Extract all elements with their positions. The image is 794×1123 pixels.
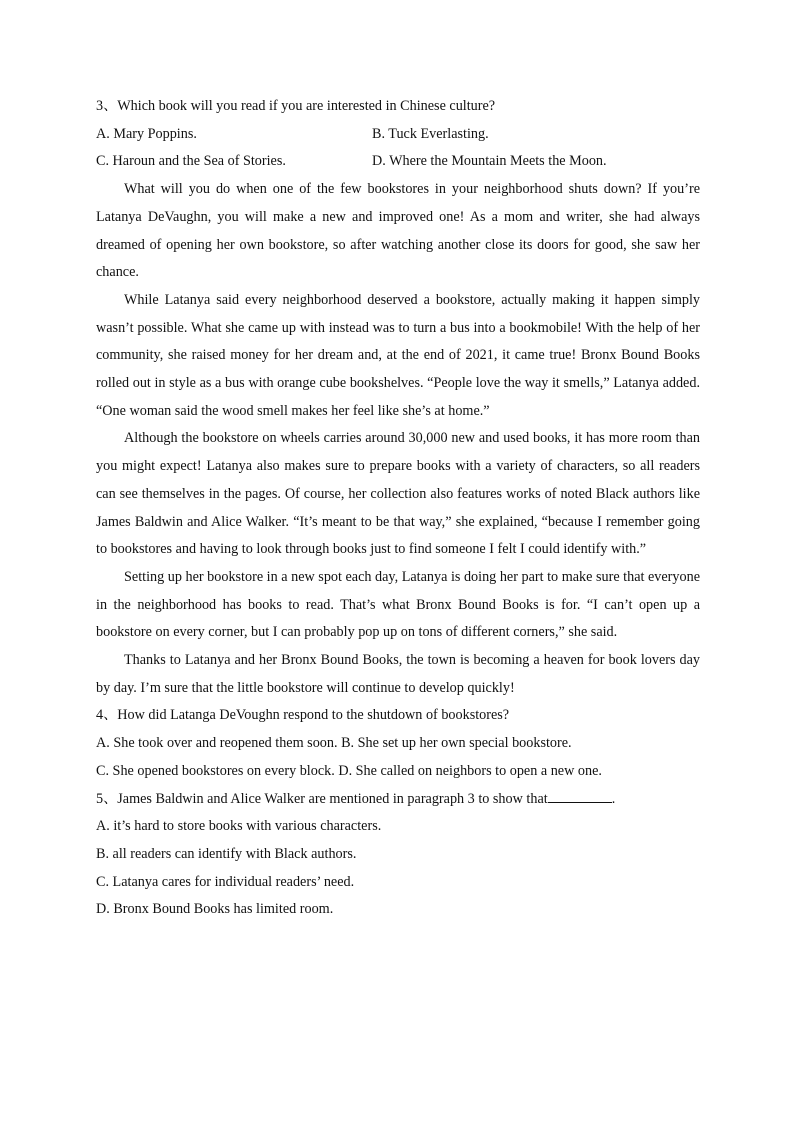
question-4-options-a-b: A. She took over and reopened them soon. B. She set up her own special bookstore. <box>96 735 572 752</box>
question-3-option-d: D. Where the Mountain Meets the Moon. <box>372 153 607 170</box>
question-3-options-row-1 <box>96 121 700 149</box>
question-5-option-b: B. all readers can identify with Black authors. <box>96 845 357 862</box>
question-3-options-row-2 <box>96 148 700 176</box>
answer-blank <box>548 788 612 803</box>
question-4-options-c-d: C. She opened bookstores on every block. D. She called on neighbors to open a new one. <box>96 762 602 779</box>
passage-paragraph-3: Although the bookstore on wheels carries around 30,000 new and used books, it has more room than you might expect! Latanya also makes sure to prepare books with a variety of characters, so all readers can see themselves in the pages. Of course, her collection also features works of noted Black authors like James Baldwin and Alice Walker. “It’s meant to be that way,” she explained, “because I remember going to bookstores and having to look through books just to find someone I felt I could identify with.” <box>96 430 700 558</box>
question-5-option-c: C. Latanya cares for individual readers’ need. <box>96 873 355 890</box>
passage-paragraph-5: Thanks to Latanya and her Bronx Bound Books, the town is becoming a heaven for book lovers day by day. I’m sure that the little bookstore will continue to develop quickly! <box>96 652 700 696</box>
question-5-stem-line <box>96 786 700 814</box>
question-5-stem: 5、James Baldwin and Alice Walker are mentioned in paragraph 3 to show that <box>96 790 548 807</box>
question-3-option-b: B. Tuck Everlasting. <box>372 125 489 142</box>
question-4-stem: 4、How did Latanga DeVoughn respond to the shutdown of bookstores? <box>96 707 510 724</box>
passage-paragraph-2: While Latanya said every neighborhood deserved a bookstore, actually making it happen simply wasn’t possible. What she came up with instead was to turn a bus into a bookmobile! With the help of her community, she raised money for her dream and, at the end of 2021, it came true! Bronx Bound Books rolled out in style as a bus with orange cube bookshelves. “People love the way it smells,” Latanya added. “One woman said the wood smell makes her feel like she’s at home.” <box>96 291 700 419</box>
question-3-option-c: C. Haroun and the Sea of Stories. <box>96 153 286 170</box>
question-3-option-a: A. Mary Poppins. <box>96 125 197 142</box>
question-5-stem-end: . <box>611 790 616 807</box>
passage-paragraph-4: Setting up her bookstore in a new spot each day, Latanya is doing her part to make sure that everyone in the neighborhood has books to read. That’s what Bronx Bound Books is for. “I can’t open up a bookstore on every corner, but I can probably pop up on tons of different corners,” she said. <box>96 568 700 641</box>
question-3-stem: 3、Which book will you read if you are interested in Chinese culture? <box>96 98 496 114</box>
question-5-option-d: D. Bronx Bound Books has limited room. <box>96 901 334 918</box>
exam-page <box>96 93 700 924</box>
question-5-option-a: A. it’s hard to store books with various characters. <box>96 818 382 835</box>
passage-paragraph-1: What will you do when one of the few bookstores in your neighborhood shuts down? If you’re Latanya DeVaughn, you will make a new and improved one! As a mom and writer, she had always dreamed of opening her own bookstore, so after watching another close its doors for good, she saw her chance. <box>96 181 700 281</box>
